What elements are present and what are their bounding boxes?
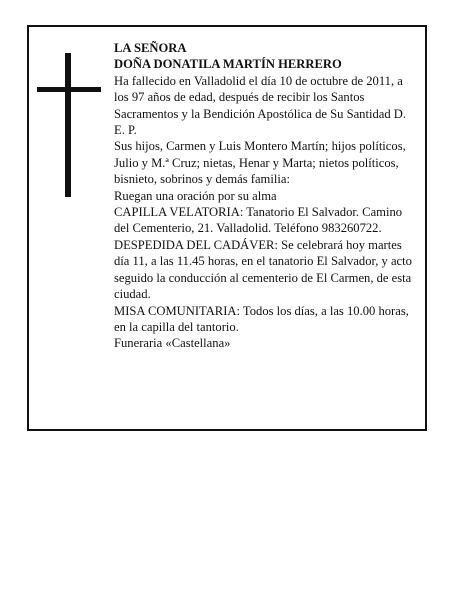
prayer-request: Ruegan una oración por su alma [114, 188, 277, 203]
deceased-name: DOÑA DONATILA MARTÍN HERRERO [114, 57, 342, 72]
funeral-home: Funeraria «Castellana» [114, 336, 231, 351]
cross-vertical-bar [65, 53, 71, 197]
death-announcement: Ha fallecido en Valladolid el día 10 de octubre de 2011, a los 97 años de edad, después de recibir los Santos Sacramentos y la Bendición Apostólica de Su Santidad D. E. P. [114, 73, 407, 138]
notice-heading: LA SEÑORA [114, 41, 187, 55]
community-mass-info: MISA COMUNITARIA: Todos los días, a las 10.00 horas, en la capilla del tantorio. [114, 303, 409, 334]
farewell-info: DESPEDIDA DEL CADÁVER: Se celebrará hoy martes día 11, a las 11.45 horas, en el tanatorio El Salvador, y acto seguido la conducción al cementerio de El Carmen, de esta ciudad. [114, 237, 412, 302]
wake-chapel-info: CAPILLA VELATORIA: Tanatorio El Salvador. Camino del Cementerio, 21. Valladolid. Teléfono 983260722. [114, 205, 403, 236]
obituary-text [114, 40, 419, 352]
family-list: Sus hijos, Carmen y Luis Montero Martín; hijos políticos, Julio y M.ª Cruz; nietas, Henar y Marta; nietos políticos, bisnieto, sobrinos y demás familia: [114, 139, 406, 187]
cross-icon [37, 53, 101, 197]
cross-horizontal-bar [37, 87, 101, 92]
